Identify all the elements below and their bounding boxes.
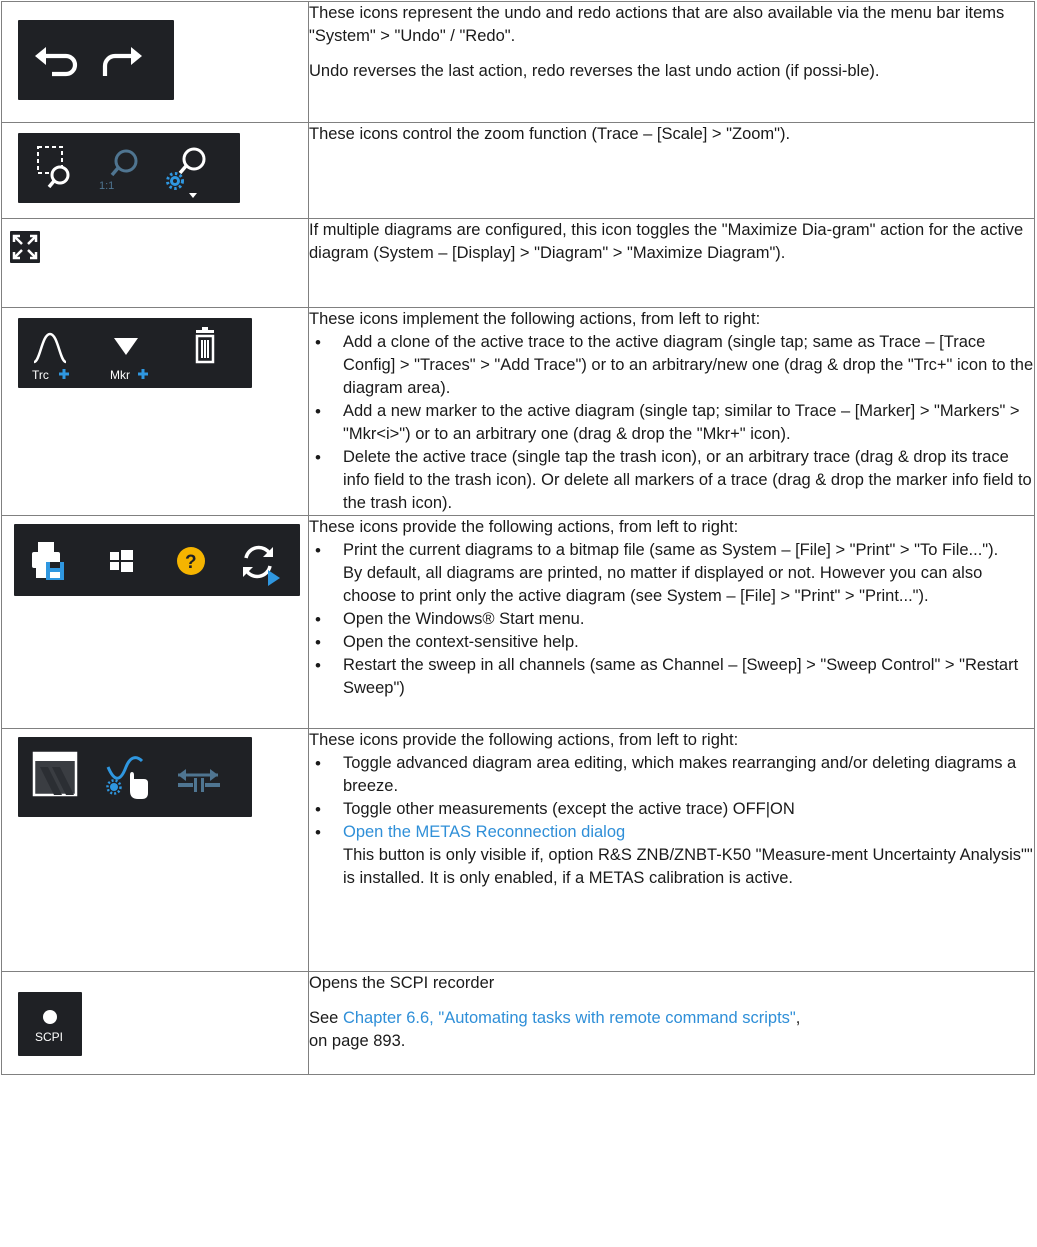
scpi-recorder-icon[interactable] <box>18 992 82 1056</box>
icon-description-table <box>1 1 1035 1075</box>
add-trace-icon[interactable] <box>32 334 69 382</box>
description-cell-undo-redo <box>309 2 1035 123</box>
metas-reconnect-icon[interactable] <box>178 769 220 792</box>
icon-strip-advanced <box>18 737 252 817</box>
system-intro: These icons provide the following actions, from left to right: <box>309 518 739 536</box>
scpi-description: Opens the SCPI recorder <box>309 974 495 992</box>
list-item-delete: • Delete the active trace (single tap the trash icon), or an arbitrary trace (drag & drop its trace info field to the trash icon). Or delete all markers of a trace (drag & drop the marker info field to the trash icon). <box>309 446 1034 515</box>
scpi-icon-label: SCPI <box>35 1030 64 1044</box>
icon-cell-scpi <box>2 972 309 1075</box>
list-item-add-marker: • Add a new marker to the active diagram (single tap; similar to Trace – [Marker] > "Markers" > "Mkr<i>") or to an arbitrary one (drag & drop the "Mkr+" icon). <box>309 400 1034 446</box>
add-marker-label: Mkr <box>110 368 130 382</box>
icon-strip-zoom <box>18 133 240 203</box>
zoom-description: These icons control the zoom function (Trace – [Scale] > "Zoom"). <box>309 125 791 143</box>
undo-description: These icons represent the undo and redo actions that are also available via the menu bar items "System" > "Undo" / "Redo". <box>309 4 1005 45</box>
list-item-add-trace: • Add a clone of the active trace to the active diagram (single tap; same as Trace – [Trace Config] > "Traces" > "Add Trace") or to an arbitrary/new one (drag & drop the "Trc+" icon to the diagram area). <box>309 331 1034 400</box>
icon-cell-zoom <box>2 123 309 219</box>
help-icon[interactable] <box>177 547 205 575</box>
description-cell-scpi <box>309 972 1035 1075</box>
maximize-diagram-icon[interactable] <box>10 231 40 263</box>
see-suffix: , <box>795 1009 801 1027</box>
list-item-help: • Open the context-sensitive help. <box>309 631 1034 654</box>
icon-strip-system <box>14 524 300 596</box>
undo-arrow-icon[interactable] <box>35 47 75 74</box>
icon-cell-system <box>2 516 309 729</box>
description-cell-advanced <box>309 729 1035 972</box>
icon-cell-undo-redo <box>2 2 309 123</box>
table-row-maximize <box>2 219 1035 308</box>
see-prefix: See <box>309 1009 343 1027</box>
metas-reconnection-link[interactable]: • Open the METAS Reconnection dialog <box>343 823 626 841</box>
icon-strip-maximize <box>10 231 40 263</box>
list-item-measurements-toggle: • Toggle other measurements (except the active trace) OFF|ON <box>309 798 1034 821</box>
icon-strip-scpi <box>18 992 82 1056</box>
list-item-diagram-editing: • Toggle advanced diagram area editing, which makes rearranging and/or deleting diagrams a breeze. <box>309 752 1034 798</box>
measurement-toggle-icon[interactable] <box>108 758 149 799</box>
print-to-file-icon[interactable] <box>32 542 64 580</box>
table-row-advanced <box>2 729 1035 972</box>
icon-strip-undo-redo <box>18 20 174 100</box>
maximize-description: If multiple diagrams are configured, this icon toggles the "Maximize Dia-gram" action for the active diagram (System – [Display] > "Diagram" > "Maximize Diagram"). <box>309 221 1024 262</box>
system-action-list <box>309 539 1034 700</box>
redo-arrow-icon[interactable] <box>105 47 142 76</box>
scpi-see-also <box>309 1007 1034 1053</box>
metas-note: This button is only visible if, option R&S ZNB/ZNBT-K50 "Measure-ment Uncertainty Analysis"" is installed. It is only enabled, if a METAS calibration is active. <box>343 846 1033 887</box>
icon-cell-trace-marker <box>2 308 309 516</box>
trace-intro: These icons implement the following actions, from left to right: <box>309 310 761 328</box>
list-item-metas <box>309 821 1034 890</box>
zoom-1to1-icon[interactable] <box>99 151 136 192</box>
print-description: • Print the current diagrams to a bitmap file (same as System – [File] > "Print" > "To File..."). <box>343 541 999 559</box>
description-cell-zoom <box>309 123 1035 219</box>
restart-sweep-icon[interactable] <box>243 547 280 586</box>
table-row-trace-marker <box>2 308 1035 516</box>
description-cell-system <box>309 516 1035 729</box>
chapter-link[interactable]: Chapter 6.6, "Automating tasks with remote command scripts" <box>342 1009 796 1027</box>
table-row-scpi <box>2 972 1035 1075</box>
icon-cell-advanced <box>2 729 309 972</box>
icon-strip-trace-marker <box>18 318 252 388</box>
add-trace-label: Trc <box>32 368 49 382</box>
list-item-windows-start: • Open the Windows® Start menu. <box>309 608 1034 631</box>
table-row-system <box>2 516 1035 729</box>
list-item-restart-sweep: • Restart the sweep in all channels (same as Channel – [Sweep] > "Sweep Control" > "Restart Sweep") <box>309 654 1034 700</box>
list-item-print <box>309 539 1034 608</box>
description-cell-maximize <box>309 219 1035 308</box>
description-cell-trace-marker <box>309 308 1035 516</box>
trash-icon[interactable] <box>196 327 214 362</box>
diagram-edit-icon[interactable] <box>34 753 76 795</box>
advanced-intro: These icons provide the following actions, from left to right: <box>309 731 739 749</box>
undo-note: Undo reverses the last action, redo reverses the last undo action (if possi-ble). <box>309 62 880 80</box>
print-note: By default, all diagrams are printed, no matter if displayed or not. However you can also choose to print only the active diagram (see System – [File] > "Print" > "Print..."). <box>343 564 983 605</box>
zoom-1to1-label: 1:1 <box>99 180 115 192</box>
page-reference: on page 893. <box>309 1032 406 1050</box>
zoom-area-icon[interactable] <box>38 147 68 187</box>
svg-text:?: ? <box>185 552 197 573</box>
trace-action-list <box>309 331 1034 515</box>
icon-cell-maximize <box>2 219 309 308</box>
zoom-config-icon[interactable] <box>168 149 205 198</box>
advanced-action-list <box>309 752 1034 890</box>
windows-start-icon[interactable] <box>110 550 133 572</box>
table-row-undo-redo <box>2 2 1035 123</box>
add-marker-icon[interactable] <box>110 338 148 382</box>
table-row-zoom <box>2 123 1035 219</box>
